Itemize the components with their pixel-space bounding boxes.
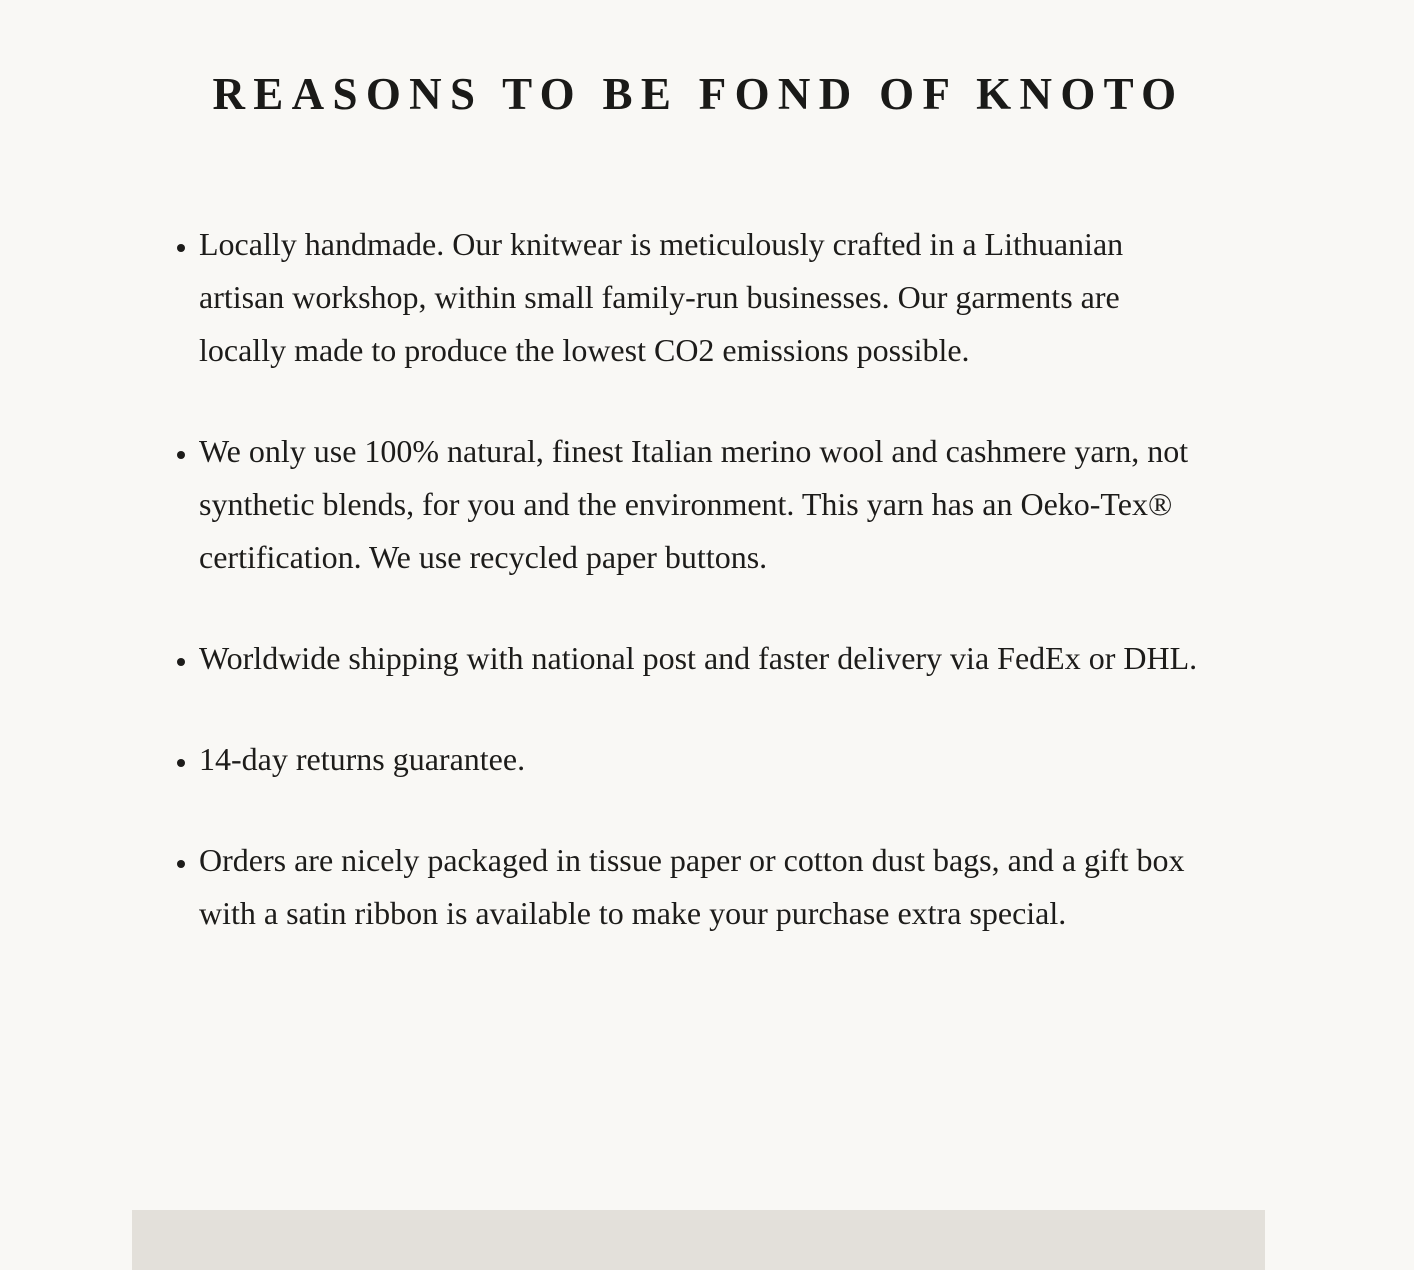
benefit-item-returns-guarantee: • 14-day returns guarantee. bbox=[199, 733, 1204, 786]
benefit-item-natural-yarn: • We only use 100% natural, finest Italian merino wool and cashmere yarn, not synthetic blends, for you and the environment. This yarn has an Oeko-Tex® certification. We use recycled paper buttons. bbox=[199, 425, 1204, 584]
benefit-item-worldwide-shipping: • Worldwide shipping with national post and faster delivery via FedEx or DHL. bbox=[199, 632, 1204, 685]
section-title: REASONS TO BE FOND OF KNOTO bbox=[212, 69, 1185, 119]
benefit-item-locally-handmade: • Locally handmade. Our knitwear is meticulously crafted in a Lithuanian artisan workshop, within small family-run businesses. Our garments are locally made to produce the lowest CO2 emissions possible. bbox=[199, 218, 1204, 377]
next-section-block bbox=[132, 1210, 1265, 1270]
benefits-list bbox=[140, 218, 1204, 940]
benefit-item-packaging: • Orders are nicely packaged in tissue paper or cotton dust bags, and a gift box with a satin ribbon is available to make your purchase extra special. bbox=[199, 834, 1204, 940]
